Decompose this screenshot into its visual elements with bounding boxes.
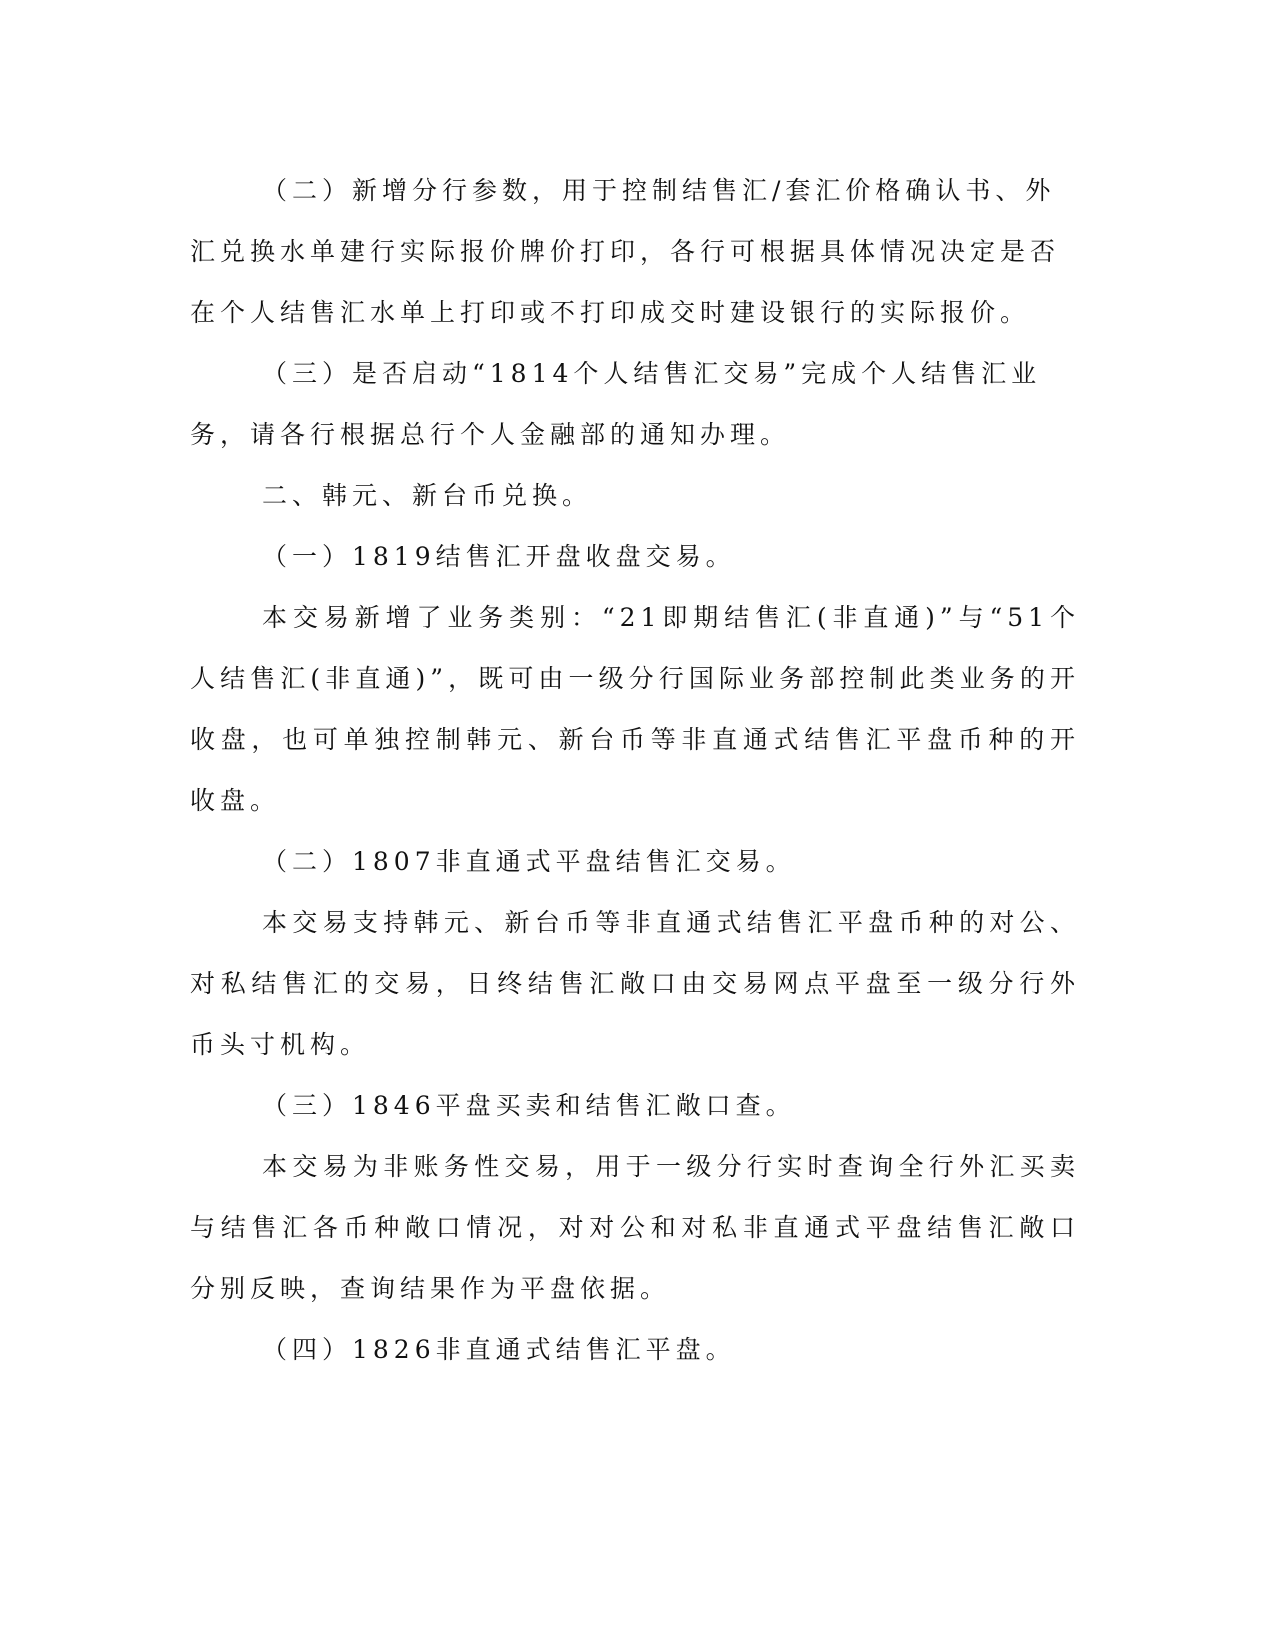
paragraph-1814-transaction: （三）是否启动“1814个人结售汇交易”完成个人结售汇业务，请各行根据总行个人金融部的通知办理。 — [190, 359, 1042, 449]
paragraph-branch-parameter: （二）新增分行参数，用于控制结售汇/套汇价格确认书、外汇兑换水单建行实际报价牌价打印，各行可根据具体情况决定是否在个人结售汇水单上打印或不打印成交时建设银行的实际报价。 — [190, 176, 1061, 327]
subheading-1826: （四）1826非直通式结售汇平盘。 — [262, 1335, 736, 1364]
paragraph-1819-description: 本交易新增了业务类别：“21即期结售汇(非直通)”与“51个人结售汇(非直通)”，既可由一级分行国际业务部控制此类业务的开收盘，也可单独控制韩元、新台币等非直通式结售汇平盘币种的开收盘。 — [190, 603, 1080, 815]
subheading-1807: （二）1807非直通式平盘结售汇交易。 — [262, 847, 796, 876]
subheading-1819: （一）1819结售汇开盘收盘交易。 — [262, 542, 736, 571]
subheading-1846: （三）1846平盘买卖和结售汇敞口查。 — [262, 1091, 796, 1120]
paragraph-1807-description: 本交易支持韩元、新台币等非直通式结售汇平盘币种的对公、对私结售汇的交易，日终结售汇敞口由交易网点平盘至一级分行外币头寸机构。 — [190, 908, 1080, 1059]
document-body — [190, 160, 1080, 1380]
paragraph-1846-description: 本交易为非账务性交易，用于一级分行实时查询全行外汇买卖与结售汇各币种敞口情况，对对公和对私非直通式平盘结售汇敞口分别反映，查询结果作为平盘依据。 — [190, 1152, 1080, 1303]
section-heading-krw-twd: 二、韩元、新台币兑换。 — [262, 481, 593, 510]
